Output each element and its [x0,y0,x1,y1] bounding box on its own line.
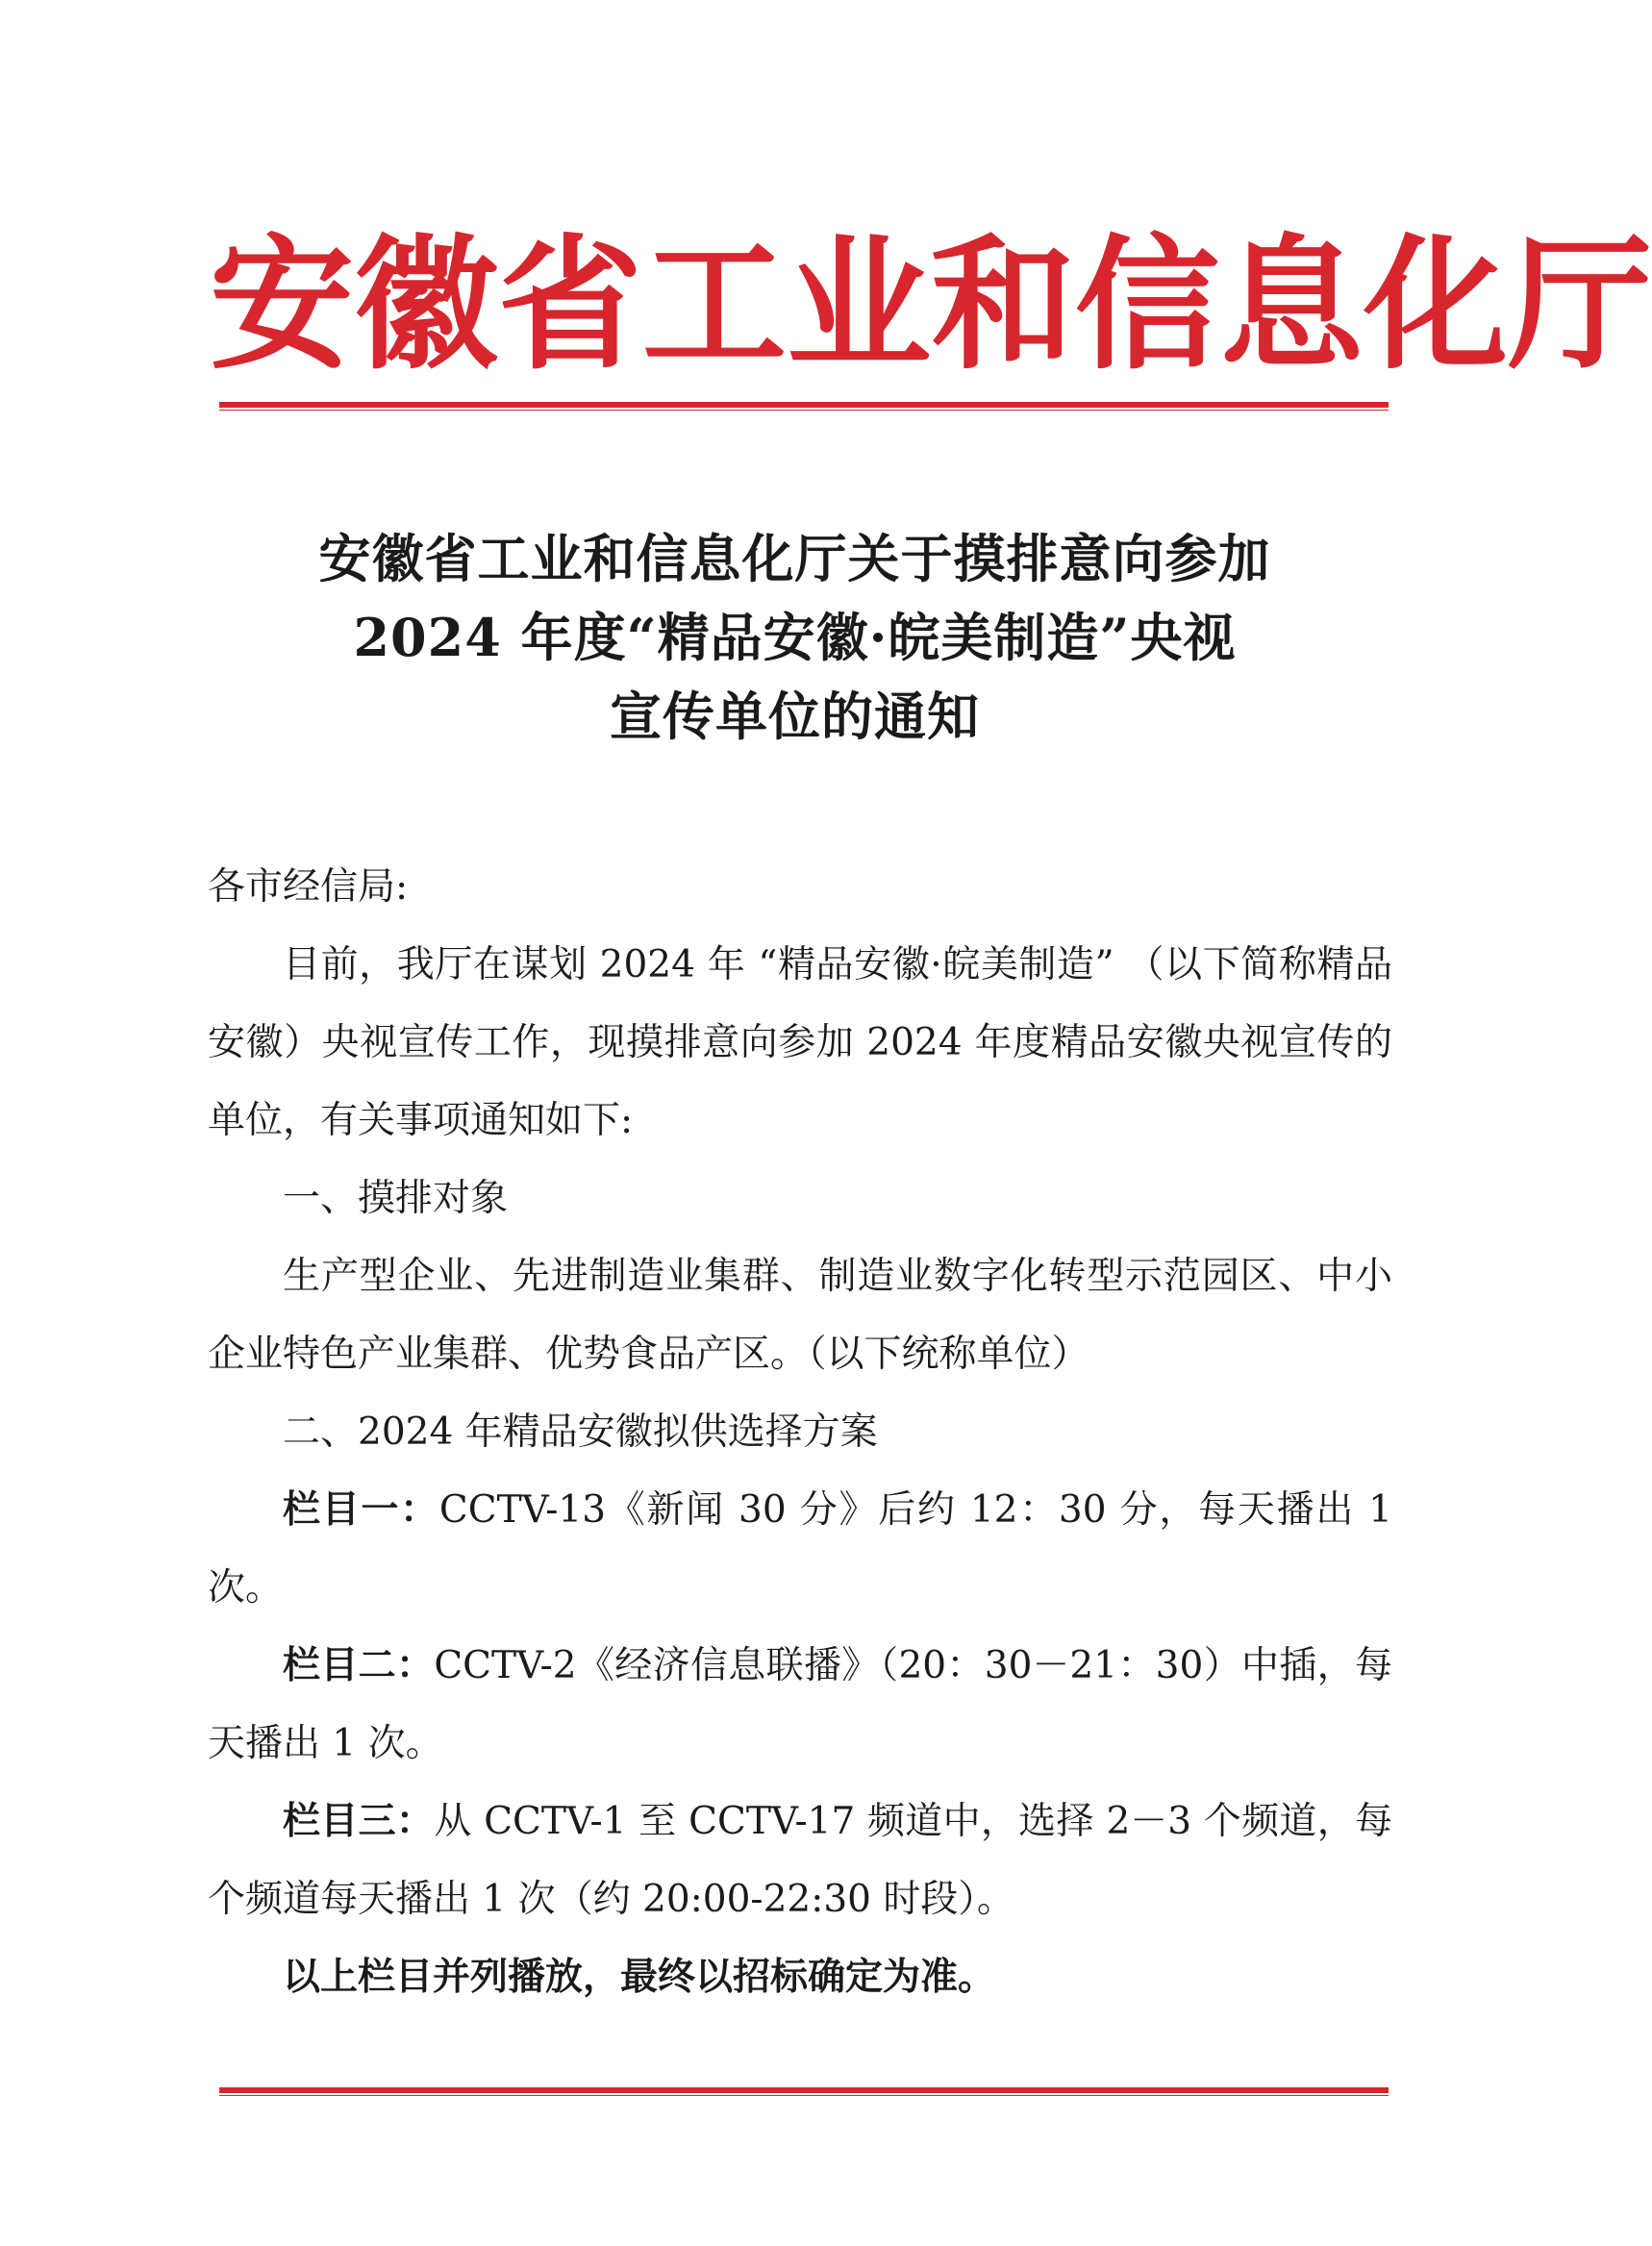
closing-note: 以上栏目并列播放，最终以招标确定为准。 [283,1955,996,1999]
program-item [208,1471,1392,1627]
title-line: 安徽省工业和信息化厅关于摸排意向参加 [318,528,1271,589]
letterhead-divider [219,402,1389,408]
title-line: 2024 年度“精品安徽·皖美制造”央视 [353,607,1237,668]
letterhead-org-name [210,213,1652,396]
letterhead-char: 和 [931,220,1076,389]
title-line: 宣传单位的通知 [610,686,980,747]
letterhead-char: 省 [498,220,643,389]
letterhead-char: 安 [210,220,355,389]
program-item [208,1783,1392,1938]
program-label: 栏目三： [283,1799,435,1843]
intro-paragraph: 目前，我厅在谋划 2024 年 “精品安徽·皖美制造” （以下简称精品安徽）央视宣传工作，现摸排意向参加 2024 年度精品安徽央视宣传的单位，有关事项通知如下: [208,943,1392,1142]
letterhead-char: 信 [1075,220,1220,389]
document-title [192,519,1397,756]
letterhead-char: 业 [787,220,932,389]
section-heading: 二、2024 年精品安徽拟供选择方案 [283,1410,878,1454]
letterhead-char: 厅 [1508,220,1652,389]
footer-divider [219,2087,1389,2093]
letterhead-char: 徽 [354,220,499,389]
program-text: CCTV-13《新闻 30 分》后约 12：30 分，每天播出 1 次。 [208,1488,1392,1610]
section-paragraph: 生产型企业、先进制造业集群、制造业数字化转型示范园区、中小企业特色产业集群、优势食品产区。（以下统称单位） [208,1255,1392,1376]
letterhead-char: 息 [1219,220,1364,389]
program-text: 从 CCTV-1 至 CCTV-17 频道中，选择 2－3 个频道，每个频道每天播出 1 次（约 20:00-22:30 时段）。 [208,1800,1392,1921]
letterhead-char: 工 [642,220,788,389]
program-item [208,1627,1392,1783]
letterhead-char: 化 [1364,220,1509,389]
document-body [208,848,1392,2016]
program-text: CCTV-2《经济信息联播》（20：30－21：30）中插，每天播出 1 次。 [208,1644,1392,1765]
program-label: 栏目二： [283,1643,435,1687]
program-label: 栏目一： [283,1487,439,1532]
section-heading: 一、摸排对象 [283,1177,509,1220]
salutation: 各市经信局: [208,865,409,909]
